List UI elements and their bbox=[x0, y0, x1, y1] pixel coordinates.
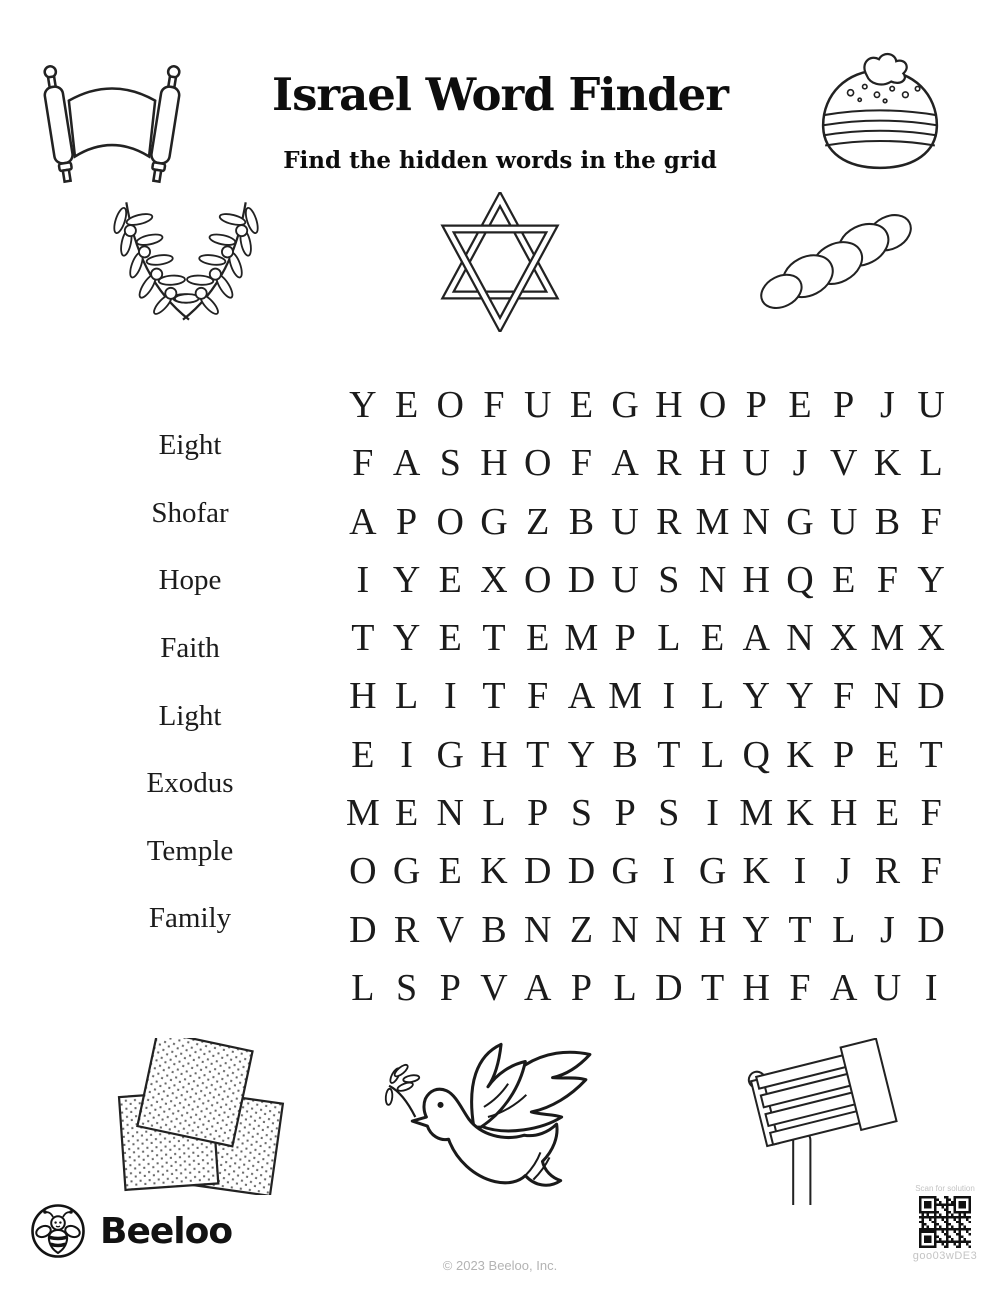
grid-cell-r11c1: L bbox=[351, 966, 375, 1009]
grid-cell-r5c7: P bbox=[614, 617, 636, 660]
grid-cell-r5c5: E bbox=[526, 617, 550, 660]
letter-grid bbox=[341, 376, 953, 1017]
grid-cell-r2c12: V bbox=[829, 442, 858, 485]
grid-cell-r8c9: I bbox=[706, 792, 719, 835]
grid-cell-r5c13: M bbox=[870, 617, 905, 660]
grid-cell-r5c14: X bbox=[917, 617, 945, 660]
grid-cell-r5c12: X bbox=[829, 617, 858, 660]
grid-cell-r6c14: D bbox=[917, 675, 945, 718]
word-list-item: Hope bbox=[158, 564, 222, 597]
grid-cell-r4c4: X bbox=[480, 558, 508, 601]
grid-cell-r5c4: T bbox=[482, 617, 506, 660]
grid-cell-r7c11: K bbox=[786, 733, 814, 776]
grid-cell-r1c4: F bbox=[483, 384, 505, 427]
grid-cell-r10c4: B bbox=[481, 908, 507, 951]
word-list bbox=[105, 412, 275, 953]
grid-cell-r6c10: Y bbox=[742, 675, 770, 718]
matzah-icon bbox=[108, 1038, 290, 1195]
grid-cell-r1c3: O bbox=[436, 384, 464, 427]
grid-cell-r7c12: P bbox=[833, 733, 855, 776]
grid-cell-r3c10: N bbox=[742, 500, 770, 543]
grid-cell-r9c13: R bbox=[874, 850, 901, 893]
grid-cell-r8c3: N bbox=[436, 792, 464, 835]
page-title: Israel Word Finder bbox=[272, 68, 728, 121]
grid-cell-r3c9: M bbox=[695, 500, 730, 543]
grid-cell-r5c3: E bbox=[438, 617, 462, 660]
grid-cell-r8c7: P bbox=[614, 792, 636, 835]
grid-cell-r2c2: A bbox=[392, 442, 421, 485]
grid-cell-r10c14: D bbox=[917, 908, 945, 951]
word-list-item: Shofar bbox=[151, 496, 229, 529]
grid-cell-r8c1: M bbox=[345, 792, 380, 835]
grid-cell-r1c5: U bbox=[523, 384, 552, 427]
grid-cell-r5c2: Y bbox=[392, 617, 421, 660]
qr-block bbox=[900, 1184, 990, 1262]
grid-cell-r9c7: G bbox=[611, 850, 639, 893]
grid-cell-r9c6: D bbox=[567, 850, 596, 893]
grid-cell-r10c3: V bbox=[436, 908, 464, 951]
grid-cell-r1c13: J bbox=[880, 384, 895, 427]
grid-cell-r4c5: O bbox=[523, 558, 552, 601]
grid-cell-r9c2: G bbox=[392, 850, 421, 893]
grid-cell-r7c8: T bbox=[657, 733, 681, 776]
grid-cell-r9c8: I bbox=[662, 850, 676, 893]
grid-cell-r11c5: A bbox=[523, 966, 552, 1009]
grid-cell-r1c1: Y bbox=[349, 384, 377, 427]
grid-cell-r2c4: H bbox=[480, 442, 508, 485]
grid-cell-r6c1: H bbox=[349, 675, 377, 718]
grid-cell-r9c11: I bbox=[793, 850, 807, 893]
grid-cell-r2c8: R bbox=[656, 442, 682, 485]
bee-icon bbox=[30, 1203, 86, 1259]
grid-cell-r3c4: G bbox=[480, 500, 508, 543]
grid-cell-r3c8: R bbox=[656, 500, 682, 543]
grid-cell-r9c14: F bbox=[920, 850, 942, 893]
grid-cell-r10c11: T bbox=[788, 908, 812, 951]
grid-cell-r9c9: G bbox=[698, 850, 727, 893]
grid-cell-r2c14: L bbox=[919, 442, 943, 485]
grid-cell-r3c6: B bbox=[568, 500, 595, 543]
grid-cell-r6c2: L bbox=[394, 675, 419, 718]
grid-cell-r10c12: L bbox=[832, 908, 856, 951]
grid-cell-r5c10: A bbox=[742, 617, 770, 660]
grid-cell-r9c5: D bbox=[523, 850, 552, 893]
grid-cell-r7c10: Q bbox=[742, 733, 770, 776]
grid-cell-r1c7: G bbox=[611, 384, 639, 427]
grid-cell-r5c6: M bbox=[564, 617, 599, 660]
grid-cell-r6c11: Y bbox=[786, 675, 814, 718]
grid-cell-r7c7: B bbox=[612, 733, 638, 776]
grid-cell-r6c6: A bbox=[567, 675, 596, 718]
grid-cell-r6c5: F bbox=[527, 675, 549, 718]
grid-cell-r1c14: U bbox=[917, 384, 945, 427]
grid-cell-r6c13: N bbox=[873, 675, 902, 718]
grid-cell-r2c10: U bbox=[742, 442, 770, 485]
grid-cell-r3c12: U bbox=[829, 500, 858, 543]
grid-cell-r2c7: A bbox=[611, 442, 639, 485]
grid-cell-r2c6: F bbox=[570, 442, 592, 485]
grid-cell-r2c1: F bbox=[352, 442, 374, 485]
grid-cell-r1c9: O bbox=[698, 384, 727, 427]
grid-cell-r7c14: T bbox=[919, 733, 943, 776]
grid-cell-r6c4: T bbox=[482, 675, 506, 718]
grid-cell-r8c6: S bbox=[570, 792, 592, 835]
grid-cell-r7c2: I bbox=[400, 733, 413, 776]
grogger-icon bbox=[733, 1038, 905, 1205]
grid-cell-r4c13: F bbox=[876, 558, 898, 601]
grid-cell-r9c12: J bbox=[836, 850, 852, 893]
word-list-item: Light bbox=[158, 699, 222, 732]
grid-cell-r9c10: K bbox=[742, 850, 770, 893]
grid-cell-r5c11: N bbox=[786, 617, 814, 660]
word-list-item: Temple bbox=[146, 834, 234, 867]
grid-cell-r4c1: I bbox=[356, 558, 370, 601]
grid-cell-r3c5: Z bbox=[526, 500, 550, 543]
grid-cell-r2c5: O bbox=[523, 442, 552, 485]
grid-cell-r8c13: E bbox=[875, 792, 900, 835]
grid-cell-r3c14: F bbox=[920, 500, 942, 543]
page-subtitle: Find the hidden words in the grid bbox=[283, 147, 717, 174]
grid-cell-r3c2: P bbox=[395, 500, 418, 543]
sufganiyah-donut-icon bbox=[814, 50, 946, 172]
grid-cell-r4c2: Y bbox=[392, 558, 421, 601]
grid-cell-r8c2: E bbox=[394, 792, 419, 835]
copyright-text: © 2023 Beeloo, Inc. bbox=[442, 1258, 558, 1273]
grid-cell-r6c12: F bbox=[833, 675, 855, 718]
grid-cell-r7c6: Y bbox=[567, 733, 596, 776]
grid-cell-r2c11: J bbox=[792, 442, 808, 485]
grid-cell-r7c1: E bbox=[351, 733, 375, 776]
grid-cell-r1c2: E bbox=[394, 384, 419, 427]
grid-cell-r6c8: I bbox=[662, 675, 676, 718]
grid-cell-r8c11: K bbox=[786, 792, 814, 835]
grid-cell-r7c4: H bbox=[480, 733, 508, 776]
grid-cell-r5c1: T bbox=[351, 617, 375, 660]
dove-icon bbox=[383, 1028, 600, 1200]
grid-cell-r7c5: T bbox=[526, 733, 550, 776]
qr-code-id: goo03wDE3 bbox=[912, 1250, 978, 1262]
grid-cell-r4c9: N bbox=[698, 558, 727, 601]
grid-cell-r3c1: A bbox=[349, 500, 377, 543]
grid-cell-r4c14: Y bbox=[917, 558, 945, 601]
grid-cell-r11c7: L bbox=[613, 966, 637, 1009]
grid-cell-r6c3: I bbox=[443, 675, 457, 718]
grid-cell-r4c7: U bbox=[611, 558, 639, 601]
grid-cell-r8c4: L bbox=[482, 792, 506, 835]
grid-cell-r11c2: S bbox=[395, 966, 418, 1009]
grid-cell-r4c12: E bbox=[832, 558, 856, 601]
grid-cell-r11c13: U bbox=[873, 966, 902, 1009]
grid-cell-r9c1: O bbox=[349, 850, 377, 893]
grid-cell-r10c9: H bbox=[698, 908, 727, 951]
grid-cell-r3c3: O bbox=[436, 500, 464, 543]
grid-cell-r1c10: P bbox=[745, 384, 767, 427]
grid-cell-r11c6: P bbox=[570, 966, 592, 1009]
challah-bread-icon bbox=[745, 196, 922, 323]
grid-cell-r10c2: R bbox=[393, 908, 420, 951]
grid-cell-r1c11: E bbox=[788, 384, 812, 427]
qr-code bbox=[900, 1196, 990, 1248]
grid-cell-r4c11: Q bbox=[786, 558, 814, 601]
grid-cell-r9c3: E bbox=[438, 850, 462, 893]
grid-cell-r6c7: M bbox=[608, 675, 643, 718]
qr-label: Scan for solution bbox=[915, 1184, 975, 1193]
grid-cell-r1c8: H bbox=[655, 384, 683, 427]
grid-cell-r2c13: K bbox=[873, 442, 902, 485]
grid-cell-r4c3: E bbox=[438, 558, 462, 601]
word-list-item: Exodus bbox=[146, 767, 234, 800]
grid-cell-r7c3: G bbox=[436, 733, 464, 776]
grid-cell-r10c8: N bbox=[655, 908, 683, 951]
grid-cell-r4c8: S bbox=[658, 558, 680, 601]
olive-wreath-icon bbox=[100, 190, 272, 337]
grid-cell-r6c9: L bbox=[700, 675, 725, 718]
word-list-item: Faith bbox=[160, 632, 220, 665]
grid-cell-r4c10: H bbox=[742, 558, 770, 601]
grid-cell-r10c6: Z bbox=[569, 908, 594, 951]
grid-cell-r11c12: A bbox=[829, 966, 858, 1009]
grid-cell-r11c3: P bbox=[439, 966, 461, 1009]
grid-cell-r11c4: V bbox=[480, 966, 508, 1009]
grid-cell-r11c11: F bbox=[789, 966, 811, 1009]
grid-cell-r10c13: J bbox=[880, 908, 895, 951]
grid-cell-r5c9: E bbox=[700, 617, 725, 660]
grid-cell-r8c14: F bbox=[920, 792, 942, 835]
grid-cell-r4c6: D bbox=[567, 558, 596, 601]
grid-cell-r9c4: K bbox=[480, 850, 508, 893]
grid-cell-r2c3: S bbox=[439, 442, 461, 485]
grid-cell-r8c5: P bbox=[527, 792, 549, 835]
grid-cell-r2c9: H bbox=[698, 442, 727, 485]
grid-cell-r11c8: D bbox=[655, 966, 683, 1009]
grid-cell-r5c8: L bbox=[657, 617, 681, 660]
grid-cell-r8c8: S bbox=[658, 792, 680, 835]
brand-name: Beeloo bbox=[100, 1210, 233, 1252]
word-list-item: Eight bbox=[158, 429, 222, 462]
beeloo-logo bbox=[30, 1203, 232, 1259]
grid-cell-r8c10: M bbox=[739, 792, 774, 835]
star-of-david-icon bbox=[430, 192, 570, 332]
grid-cell-r3c7: U bbox=[611, 500, 639, 543]
grid-cell-r7c13: E bbox=[875, 733, 900, 776]
word-list-item: Family bbox=[148, 902, 232, 935]
grid-cell-r10c1: D bbox=[349, 908, 377, 951]
grid-cell-r7c9: L bbox=[700, 733, 725, 776]
grid-cell-r10c5: N bbox=[523, 908, 552, 951]
grid-cell-r10c7: N bbox=[611, 908, 639, 951]
grid-cell-r8c12: H bbox=[829, 792, 858, 835]
grid-cell-r1c6: E bbox=[569, 384, 594, 427]
grid-cell-r11c14: I bbox=[924, 966, 938, 1009]
grid-cell-r3c13: B bbox=[874, 500, 901, 543]
grid-cell-r11c10: H bbox=[742, 966, 770, 1009]
grid-cell-r11c9: T bbox=[700, 966, 725, 1009]
grid-cell-r1c12: P bbox=[833, 384, 855, 427]
grid-cell-r3c11: G bbox=[786, 500, 814, 543]
grid-cell-r10c10: Y bbox=[742, 908, 770, 951]
